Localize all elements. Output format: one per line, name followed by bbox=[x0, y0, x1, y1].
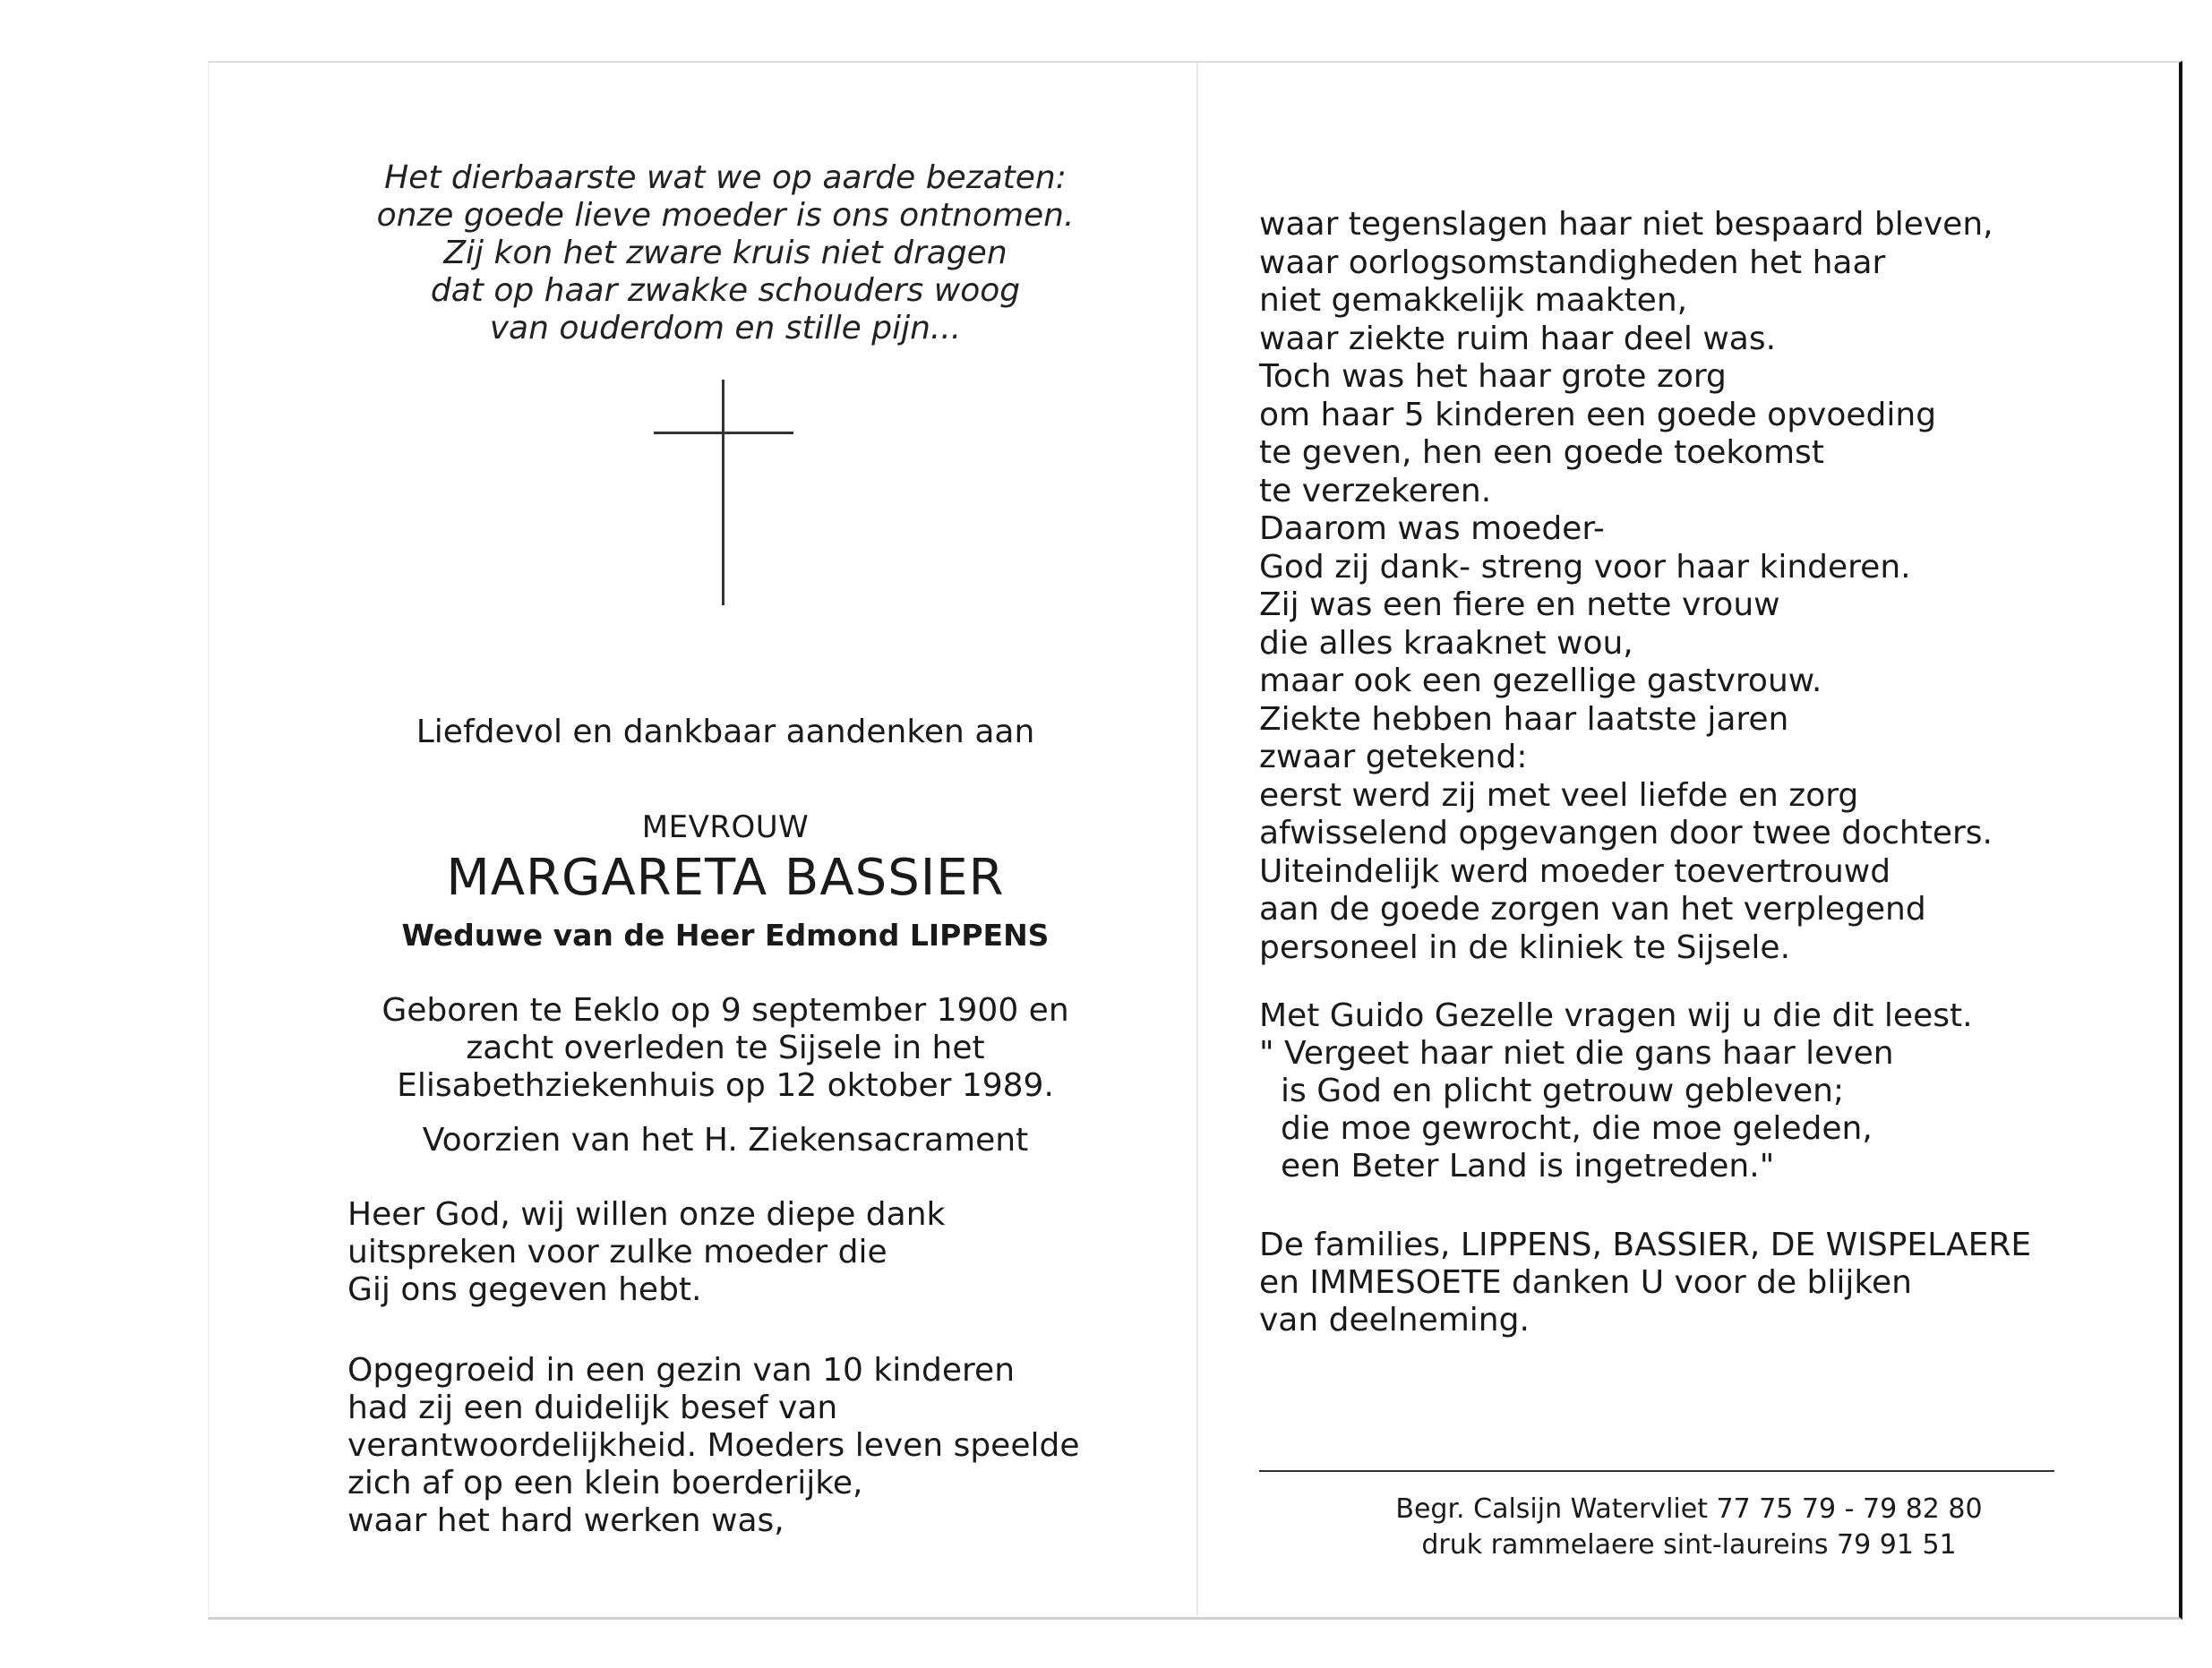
text-line: aan de goede zorgen van het verplegend bbox=[1259, 891, 1926, 928]
text-line: waar het hard werken was, bbox=[347, 1502, 784, 1539]
poem-line: van ouderdom en stille pijn... bbox=[489, 310, 962, 346]
text-line: Opgegroeid in een gezin van 10 kinderen bbox=[347, 1352, 1016, 1389]
honorific: MEVROUW bbox=[641, 809, 810, 845]
life-paragraph bbox=[347, 1352, 1079, 1540]
gezelle-intro: Met Guido Gezelle vragen wij u die dit leest. bbox=[1259, 997, 1973, 1034]
text-line: te geven, hen een goede toekomst bbox=[1259, 434, 1824, 471]
text-line: waar tegenslagen haar niet bespaard bleven, bbox=[1259, 206, 1993, 243]
quote-line: is God en plicht getrouw gebleven; bbox=[1281, 1073, 1845, 1109]
printer-credits bbox=[1349, 1492, 2029, 1563]
birth-death-line: Geboren te Eeklo op 9 september 1900 en bbox=[382, 992, 1069, 1029]
poem-line: Zij kon het zware kruis niet dragen bbox=[443, 235, 1007, 271]
text-line: Uiteindelijk werd moeder toevertrouwd bbox=[1259, 852, 1891, 890]
printer-line: Begr. Calsijn Watervliet 77 75 79 - 79 82 80 bbox=[1395, 1493, 1983, 1525]
widow-line: Weduwe van de Heer Edmond LIPPENS bbox=[401, 918, 1050, 953]
text-line: waar ziekte ruim haar deel was. bbox=[1259, 320, 1777, 357]
text-line: eerst werd zij met veel liefde en zorg bbox=[1259, 776, 1859, 814]
text-line: afwisselend opgevangen door twee dochters. bbox=[1259, 815, 1993, 851]
text-line: waar oorlogsomstandigheden het haar bbox=[1259, 244, 1886, 281]
birth-death-info bbox=[322, 992, 1128, 1105]
poem-line: onze goede lieve moeder is ons ontnomen. bbox=[376, 197, 1075, 234]
text-line: Daarom was moeder- bbox=[1259, 510, 1605, 547]
cross-icon bbox=[722, 380, 724, 605]
poem-line: dat op haar zwakke schouders woog bbox=[430, 272, 1021, 309]
sacrament-line: Voorzien van het H. Ziekensacrament bbox=[422, 1122, 1029, 1159]
gezelle-quote-block bbox=[1259, 997, 1973, 1185]
text-line: personeel in de kliniek te Sijsele. bbox=[1259, 928, 1791, 966]
quote-line: een Beter Land is ingetreden." bbox=[1281, 1148, 1775, 1185]
poem-line: Het dierbaarste wat we op aarde bezaten: bbox=[384, 159, 1067, 196]
text-line: had zij een duidelijk besef van bbox=[347, 1390, 838, 1426]
birth-death-line: Elisabethziekenhuis op 12 oktober 1989. bbox=[397, 1067, 1054, 1104]
text-line: Toch was het haar grote zorg bbox=[1259, 358, 1727, 395]
text-line: en IMMESOETE danken U voor de blijken bbox=[1259, 1264, 1912, 1301]
text-line: Gij ons gegeven hebt. bbox=[347, 1271, 702, 1308]
quote-line: die moe gewrocht, die moe geleden, bbox=[1281, 1110, 1873, 1147]
text-line: De families, LIPPENS, BASSIER, DE WISPELAERE bbox=[1259, 1227, 2032, 1263]
birth-death-line: zacht overleden te Sijsele in het bbox=[466, 1030, 985, 1066]
memorial-line: Liefdevol en dankbaar aandenken aan bbox=[416, 714, 1035, 750]
text-line: God zij dank- streng voor haar kinderen. bbox=[1259, 548, 1911, 586]
text-line: verantwoordelijkheid. Moeders leven speelde bbox=[347, 1427, 1080, 1464]
families-thanks bbox=[1259, 1227, 2031, 1339]
text-line: van deelneming. bbox=[1259, 1302, 1530, 1339]
divider-line bbox=[1259, 1470, 2054, 1472]
deceased-name: MARGARETA BASSIER bbox=[446, 849, 1005, 907]
text-line: maar ook een gezellige gastvrouw. bbox=[1259, 663, 1822, 699]
card-fold bbox=[1196, 63, 1198, 1615]
cross-icon-bar bbox=[654, 432, 793, 434]
text-line: Zij was een fiere en nette vrouw bbox=[1259, 586, 1780, 623]
printer-line: druk rammelaere sint-laureins 79 91 51 bbox=[1421, 1529, 1957, 1561]
text-line: zwaar getekend: bbox=[1259, 739, 1528, 775]
text-line: uitspreken voor zulke moeder die bbox=[347, 1234, 887, 1270]
text-line: die alles kraaknet wou, bbox=[1259, 624, 1633, 662]
text-line: Heer God, wij willen onze diepe dank bbox=[347, 1196, 946, 1233]
thanks-paragraph bbox=[347, 1196, 945, 1309]
text-line: niet gemakkelijk maakten, bbox=[1259, 282, 1688, 319]
life-paragraph-continued bbox=[1259, 206, 1993, 967]
text-line: te verzekeren. bbox=[1259, 472, 1492, 509]
opening-poem bbox=[322, 159, 1128, 347]
quote-line: " Vergeet haar niet die gans haar leven bbox=[1259, 1035, 1894, 1072]
text-line: zich af op een klein boerderijke, bbox=[347, 1465, 863, 1501]
text-line: om haar 5 kinderen een goede opvoeding bbox=[1259, 396, 1937, 433]
text-line: Ziekte hebben haar laatste jaren bbox=[1259, 700, 1789, 738]
